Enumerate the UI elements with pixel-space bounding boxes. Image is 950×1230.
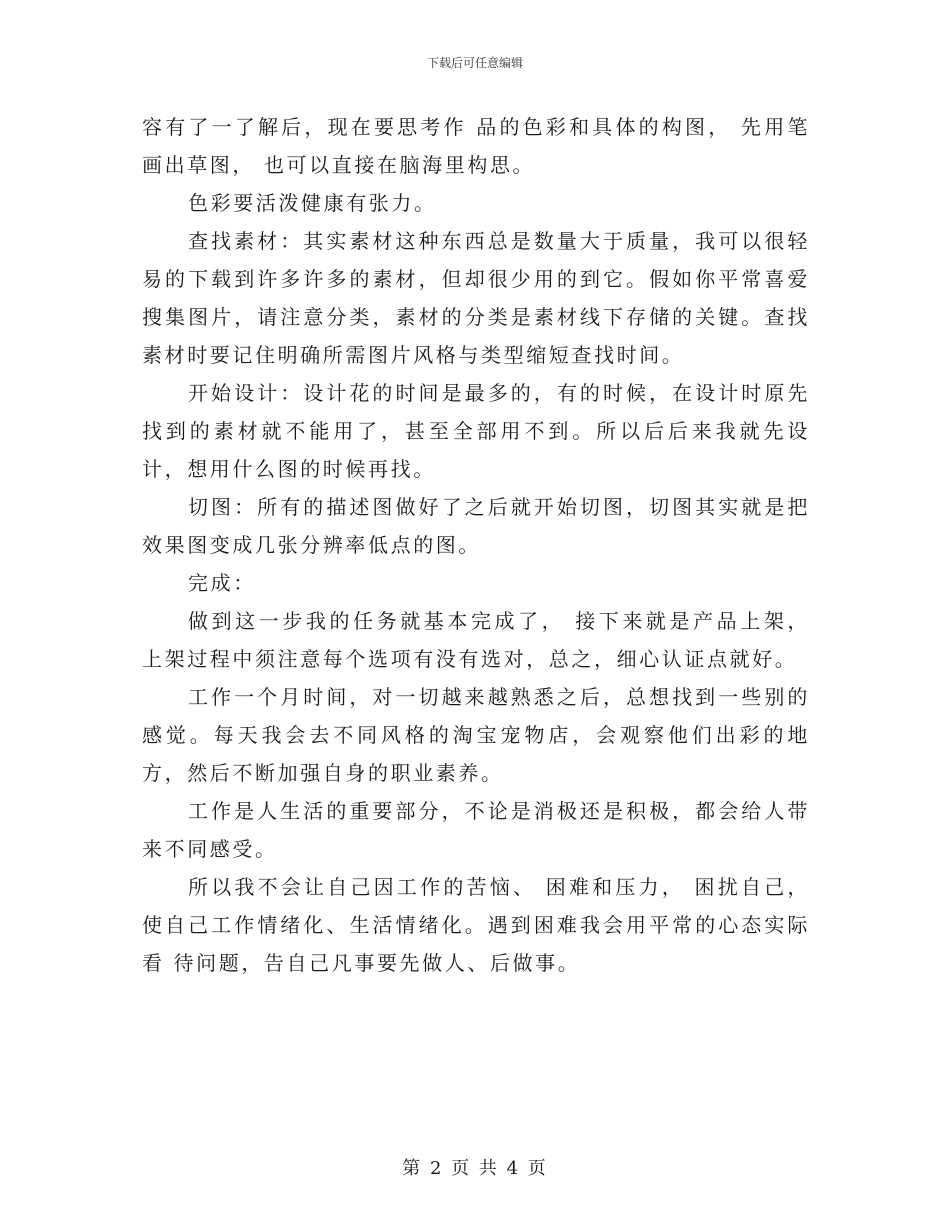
document-body (142, 108, 810, 982)
paragraph: 工作是人生活的重要部分，不论是消极还是积极，都会给人带来不同感受。 (142, 799, 810, 861)
paragraph: 色彩要活泼健康有张力。 (188, 191, 437, 215)
paragraph: 查找素材：其实素材这种东西总是数量大于质量，我可以很轻易的下载到许多许多的素材，但却很少用的到它。假如你平常喜爱搜集图片，请注意分类，素材的分类是素材线下存储的关键。查找素材时要记住明确所需图片风格与类型缩短查找时间。 (142, 229, 810, 367)
page-header: 下载后可任意编辑 (426, 56, 523, 70)
paragraph: 开始设计：设计花的时间是最多的，有的时候，在设计时原先找到的素材就不能用了，甚至全部用不到。所以后后来我就先设计，想用什么图的时候再找。 (142, 381, 810, 481)
paragraph: 完成： (188, 571, 256, 595)
paragraph: 做到这一步我的任务就基本完成了， 接下来就是产品上架， 上架过程中须注意每个选项有没有选对，总之，细心认证点就好。 (142, 609, 810, 671)
paragraph: 容有了一了解后，现在要思考作 品的色彩和具体的构图， 先用笔画出草图， 也可以直接在脑海里构思。 (142, 115, 810, 177)
paragraph: 所以我不会让自己因工作的苦恼、 困难和压力， 困扰自己， 使自己工作情绪化、生活情绪化。遇到困难我会用平常的心态实际看 待问题，告自己凡事要先做人、后做事。 (142, 875, 810, 975)
page-number-footer: 第 2 页 共 4 页 (402, 1158, 548, 1179)
paragraph: 切图：所有的描述图做好了之后就开始切图，切图其实就是把效果图变成几张分辨率低点的图。 (142, 495, 810, 557)
paragraph: 工作一个月时间，对一切越来越熟悉之后，总想找到一些别的感觉。每天我会去不同风格的淘宝宠物店，会观察他们出彩的地方，然后不断加强自身的职业素养。 (142, 685, 810, 785)
